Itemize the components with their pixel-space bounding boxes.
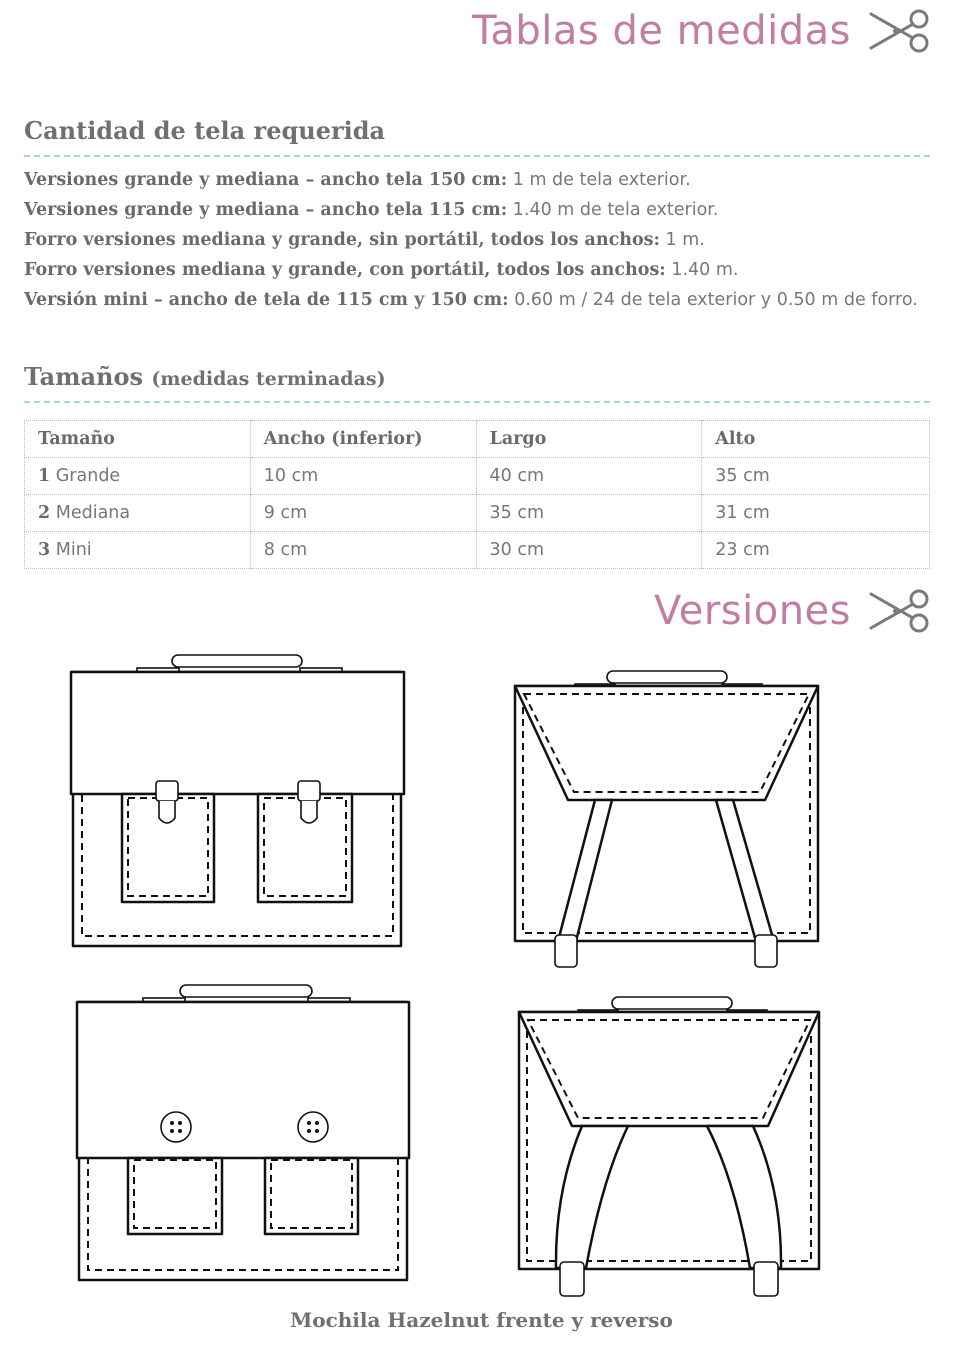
figure-caption: Mochila Hazelnut frente y reverso [290, 1308, 673, 1332]
size-name: Mini [50, 540, 92, 560]
list-item [24, 165, 930, 195]
sizes-heading-main: Tamaños [24, 362, 144, 391]
item-value: 1.40 m de tela exterior. [507, 200, 719, 220]
table-cell: 35 cm [702, 458, 930, 495]
table-cell: 23 cm [702, 532, 930, 569]
size-number: 3 [38, 540, 51, 560]
table-cell: 31 cm [702, 495, 930, 532]
versions-title: Versiones [653, 588, 851, 634]
scissors-icon [869, 8, 931, 54]
table-row [25, 458, 930, 495]
size-number: 2 [38, 503, 51, 523]
table-header-row [25, 421, 930, 458]
fabric-list [24, 165, 930, 315]
page-title-row [472, 8, 931, 54]
table-row [25, 495, 930, 532]
list-item [24, 195, 930, 225]
backpack-front-buttons-drawing [77, 985, 409, 1280]
table-cell: 35 cm [476, 495, 702, 532]
scissors-icon [869, 588, 931, 634]
item-label: Versiones grande y mediana – ancho tela 115 cm: [24, 200, 508, 220]
sizes-heading [24, 362, 386, 391]
column-header: Tamaño [25, 421, 251, 458]
size-cell [25, 458, 251, 495]
versions-title-row [654, 588, 931, 634]
divider [24, 155, 930, 157]
backpack-back-straps-drawing [515, 671, 818, 967]
backpack-front-clasp-drawing [71, 655, 404, 946]
table-cell: 40 cm [476, 458, 702, 495]
size-cell [25, 532, 251, 569]
item-label: Versión mini – ancho de tela de 115 cm y 150 cm: [24, 290, 509, 310]
item-label: Versiones grande y mediana – ancho tela 150 cm: [24, 170, 508, 190]
column-header: Alto [702, 421, 930, 458]
item-value: 0.60 m / 24 de tela exterior y 0.50 m de forro. [508, 290, 918, 310]
table-cell: 9 cm [250, 495, 476, 532]
sizes-heading-sub: (medidas terminadas) [151, 368, 386, 390]
item-label: Forro versiones mediana y grande, con portátil, todos los anchos: [24, 260, 666, 280]
item-value: 1 m. [659, 230, 705, 250]
column-header: Ancho (inferior) [250, 421, 476, 458]
table-row [25, 532, 930, 569]
table-cell: 8 cm [250, 532, 476, 569]
item-value: 1 m de tela exterior. [507, 170, 691, 190]
size-cell [25, 495, 251, 532]
divider [24, 401, 930, 403]
column-header: Largo [476, 421, 702, 458]
item-label: Forro versiones mediana y grande, sin portátil, todos los anchos: [24, 230, 660, 250]
fabric-heading: Cantidad de tela requerida [24, 116, 386, 145]
sizes-table [24, 420, 930, 569]
page-title: Tablas de medidas [472, 8, 851, 54]
size-name: Mediana [50, 503, 131, 523]
table-cell: 10 cm [250, 458, 476, 495]
size-number: 1 [38, 466, 51, 486]
item-value: 1.40 m. [665, 260, 739, 280]
list-item [24, 285, 930, 315]
backpack-back-padded-drawing [519, 997, 819, 1296]
table-cell: 30 cm [476, 532, 702, 569]
list-item [24, 225, 930, 255]
list-item [24, 255, 930, 285]
size-name: Grande [50, 466, 121, 486]
backpack-drawings [0, 640, 963, 1310]
